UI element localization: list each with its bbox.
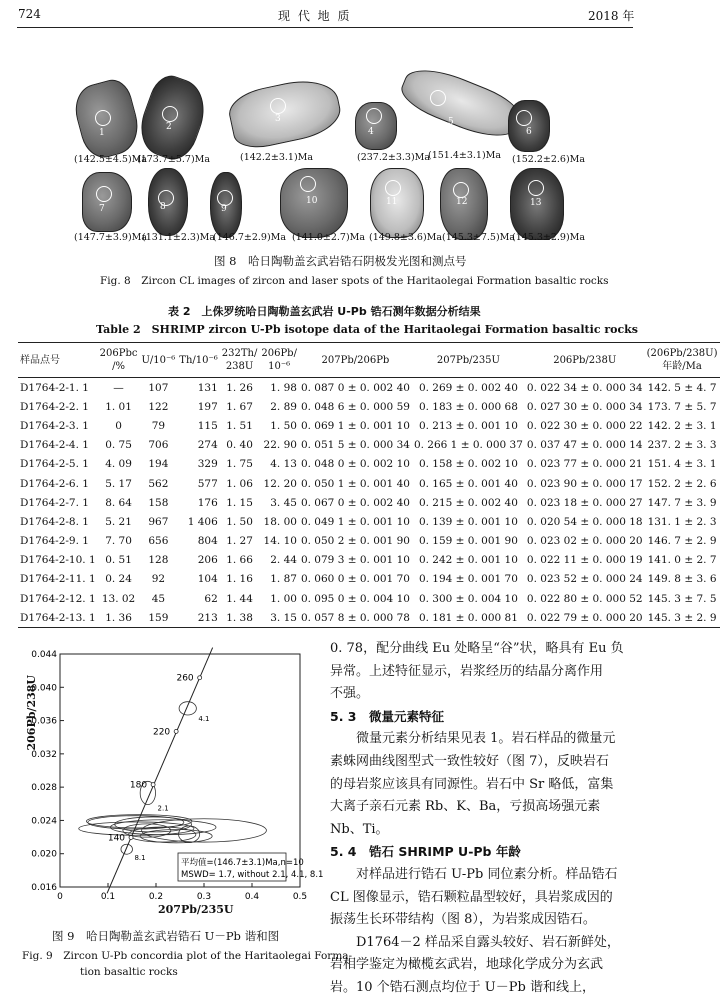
grain-age: (141.0±2.7)Ma: [292, 232, 366, 243]
fig9-caption-cn: 图 9 哈日陶勒盖玄武岩锆石 U－Pb 谐和图: [52, 929, 280, 943]
grain-number: 1: [99, 128, 105, 138]
table-cell: 92: [151, 573, 166, 586]
error-ellipse: [79, 822, 194, 835]
table-cell: 122: [148, 400, 169, 413]
table-cell: 0. 300 ± 0. 004 10: [418, 592, 518, 605]
table-cell: 0. 022 34 ± 0. 000 34: [526, 381, 643, 394]
grain-age: (142.2±3.1)Ma: [240, 152, 314, 163]
table-cell: 1. 50: [270, 419, 297, 432]
isotope-data-table: [18, 342, 720, 628]
table-cell: 107: [148, 381, 169, 394]
table-row: [18, 589, 720, 608]
table-cell: 0. 023 52 ± 0. 000 24: [526, 573, 643, 586]
table-cell: 0. 023 02 ± 0. 000 20: [526, 535, 643, 548]
grain-number: 11: [386, 197, 398, 207]
error-ellipse: [179, 702, 196, 715]
table-cell: —: [113, 381, 124, 394]
col-header: U/10⁻⁶: [139, 343, 177, 378]
x-tick-label: 0.1: [100, 892, 116, 902]
table-cell: D1764-2-3. 1: [20, 419, 89, 432]
table-cell: 45: [151, 592, 166, 605]
grain-age: (152.2±2.6)Ma: [512, 154, 586, 165]
text-line: 岩相学鉴定为橄榄玄武岩，地球化学成分为玄武: [330, 957, 604, 973]
table-cell: 0. 060 0 ± 0. 001 70: [300, 573, 410, 586]
col-header: 207Pb/206Pb: [299, 343, 412, 378]
x-tick-label: 0.2: [148, 892, 164, 902]
grain-age: (146.7±2.9)Ma: [213, 232, 287, 243]
col-header: 207Pb/235U: [412, 343, 525, 378]
col-header: 206Pbc /%: [98, 343, 140, 378]
concordia-age-label: 140: [107, 833, 126, 844]
table-cell: 0. 050 1 ± 0. 001 40: [300, 477, 410, 490]
table-row: [18, 551, 720, 570]
table-cell: 1. 00: [270, 592, 297, 605]
laser-spot: [162, 106, 178, 122]
table-cell: 151. 4 ± 3. 1: [647, 458, 717, 471]
table-cell: 146. 7 ± 2. 9: [647, 535, 717, 548]
text-line: CL 图像显示，锆石颗粒晶型较好，具岩浆成因的: [330, 889, 613, 905]
concordia-age-marker: [151, 783, 155, 787]
table-cell: 1. 01: [105, 400, 132, 413]
table-cell: 0. 181 ± 0. 000 81: [412, 608, 525, 628]
table-cell: 115: [197, 419, 218, 432]
header-rule: [17, 27, 633, 28]
table-cell: D1764-2-1. 1: [20, 381, 89, 394]
table-cell: 13. 02: [101, 592, 136, 605]
table-cell: 0. 050 2 ± 0. 001 90: [300, 535, 410, 548]
y-axis-label: 206Pb/238U: [25, 675, 38, 751]
table-row: [18, 436, 720, 455]
table-cell: 14. 10: [263, 535, 297, 548]
table-cell: 577: [197, 477, 218, 490]
text-line: D1764－2 样品采自露头较好、岩石新鲜处，: [330, 934, 620, 950]
laser-spot: [430, 90, 446, 106]
col-header: Th/10⁻⁶: [177, 343, 220, 378]
col-header: 206Pb/ 10⁻⁶: [259, 343, 299, 378]
table-cell: 152. 2 ± 2. 6: [647, 477, 717, 490]
table-cell: 0. 022 79 ± 0. 000 20: [525, 608, 645, 628]
grain-number: 13: [530, 198, 542, 208]
table-cell: 145. 3 ± 2. 9: [645, 608, 720, 628]
ellipse-label: 4.1: [198, 714, 210, 723]
table-cell: 656: [148, 535, 169, 548]
col-header: 样品点号: [18, 343, 98, 378]
table-cell: 2. 89: [270, 400, 297, 413]
table-cell: 0. 037 47 ± 0. 000 14: [526, 439, 643, 452]
table-cell: 149. 8 ± 3. 6: [647, 573, 717, 586]
body-text: [330, 638, 636, 1000]
text-line: 微量元素分析结果见表 1。岩石样品的微量元: [330, 731, 616, 747]
table-cell: 0. 194 ± 0. 001 70: [418, 573, 518, 586]
concordia-age-marker: [174, 729, 178, 733]
table-cell: 0. 242 ± 0. 001 10: [418, 554, 518, 567]
table-cell: 0. 095 0 ± 0. 004 10: [300, 592, 410, 605]
x-tick-label: 0.3: [196, 892, 212, 902]
table-row: [18, 416, 720, 435]
table-cell: 1. 75: [226, 458, 253, 471]
laser-spot: [270, 98, 286, 114]
grain-age: (145.3±7.5)Ma: [442, 232, 516, 243]
laser-spot: [516, 110, 532, 126]
text-line: 岩。10 个锆石测点均位于 U－Pb 谐和线上，: [330, 979, 595, 995]
table-cell: 0. 087 0 ± 0. 002 40: [300, 381, 410, 394]
table-cell: 197: [197, 400, 218, 413]
laser-spot: [453, 182, 469, 198]
table-row: [18, 532, 720, 551]
fig9-caption-en-2: tion basaltic rocks: [80, 966, 178, 978]
laser-spot: [385, 180, 401, 196]
grain-age: (149.8±3.6)Ma: [369, 232, 443, 243]
table-cell: 141. 0 ± 2. 7: [647, 554, 717, 567]
table-row: [18, 493, 720, 512]
laser-spot: [95, 110, 111, 126]
table-cell: D1764-2-2. 1: [20, 400, 89, 413]
table-cell: D1764-2-9. 1: [20, 535, 89, 548]
fig8-caption-cn: 图 8 哈日陶勒盖玄武岩锆石阴极发光图和测点号: [214, 254, 467, 268]
table-cell: 0. 051 5 ± 0. 000 34: [300, 439, 410, 452]
table-cell: 0. 049 1 ± 0. 001 10: [300, 515, 410, 528]
table-cell: 104: [197, 573, 218, 586]
table-cell: 1. 16: [226, 573, 253, 586]
error-ellipse: [86, 815, 192, 828]
text-line: 素蛛网曲线图型式一致性较好（图 7），反映岩石: [330, 753, 609, 769]
table-cell: 0. 079 3 ± 0. 001 10: [300, 554, 410, 567]
table-row: [18, 378, 720, 398]
table2-title-en: Table 2 SHRIMP zircon U-Pb isotope data of the Haritaolegai Formation basaltic rocks: [96, 323, 638, 336]
y-tick-label: 0.032: [31, 749, 57, 760]
table-cell: D1764-2-13. 1: [18, 608, 98, 628]
table-cell: 4. 13: [270, 458, 297, 471]
table-row: [18, 608, 720, 628]
table-row: [18, 570, 720, 589]
table-cell: 0. 023 77 ± 0. 000 21: [526, 458, 643, 471]
text-line: 大离子亲石元素 Rb、K、Ba，亏损高场强元素: [330, 799, 601, 815]
grain-age: (237.2±3.3)Ma: [357, 152, 431, 163]
table-cell: 1. 26: [226, 381, 253, 394]
text-line: Nb、Ti。: [330, 821, 389, 837]
text-line: 0. 78，配分曲线 Eu 处略呈“谷”状，略具有 Eu 负: [330, 641, 624, 656]
journal-title: 现 代 地 质: [278, 9, 352, 23]
table-cell: 0. 139 ± 0. 001 10: [418, 515, 518, 528]
table-cell: 173. 7 ± 5. 7: [647, 400, 717, 413]
table-cell: 0. 213 ± 0. 001 10: [418, 419, 518, 432]
text-line: 的母岩浆应该具有同源性。岩石中 Sr 略低，富集: [330, 776, 614, 792]
table-cell: 22. 90: [263, 439, 297, 452]
laser-spot: [528, 180, 544, 196]
grain-age: (145.3±2.9)Ma: [512, 232, 586, 243]
concordia-age-marker: [198, 676, 202, 680]
table-cell: 562: [148, 477, 169, 490]
table-cell: 0. 022 80 ± 0. 000 52: [526, 592, 643, 605]
table2-title-cn: 表 2 上侏罗统哈日陶勒盖玄武岩 U-Pb 锆石测年数据分析结果: [168, 305, 481, 318]
laser-spot: [366, 108, 382, 124]
text-line: 异常。上述特征显示，岩浆经历的结晶分离作用: [330, 663, 604, 679]
table-cell: 0. 057 8 ± 0. 000 78: [299, 608, 412, 628]
table-cell: 131. 1 ± 2. 3: [647, 515, 717, 528]
concordia-age-label: 180: [129, 780, 148, 791]
x-tick-label: 0.4: [244, 892, 260, 902]
table-cell: 0. 067 0 ± 0. 002 40: [300, 496, 410, 509]
table-cell: 804: [197, 535, 218, 548]
concordia-age-marker: [129, 835, 133, 839]
table-cell: 706: [148, 439, 169, 452]
section-heading-5-3: 5. 3 微量元素特征: [330, 708, 444, 724]
table-cell: 3. 15: [259, 608, 299, 628]
concordia-age-label: 260: [176, 673, 194, 684]
fig8-caption-en: Fig. 8 Zircon CL images of zircon and laser spots of the Haritaolegai Formation basaltic rocks: [100, 275, 609, 287]
table-cell: D1764-2-6. 1: [20, 477, 89, 490]
y-tick-label: 0.024: [31, 816, 57, 827]
table-cell: 0. 048 6 ± 0. 000 59: [300, 400, 410, 413]
table-cell: 0. 023 90 ± 0. 000 17: [526, 477, 643, 490]
table-row: [18, 397, 720, 416]
table-cell: 194: [148, 458, 169, 471]
x-axis-label: 207Pb/235U: [158, 903, 234, 916]
laser-spot: [300, 176, 316, 192]
table-cell: 79: [151, 419, 166, 432]
table-cell: 128: [148, 554, 169, 567]
table-cell: 0. 022 11 ± 0. 000 19: [526, 554, 643, 567]
table-cell: 8. 64: [105, 496, 132, 509]
table-cell: 142. 5 ± 4. 7: [647, 381, 717, 394]
table-cell: 237. 2 ± 3. 3: [647, 439, 717, 452]
table-cell: D1764-2-4. 1: [20, 439, 89, 452]
x-tick-label: 0: [57, 892, 63, 902]
table-cell: 1. 87: [270, 573, 297, 586]
table-cell: 1. 06: [226, 477, 253, 490]
table-cell: 0. 269 ± 0. 002 40: [418, 381, 518, 394]
table-row: [18, 474, 720, 493]
concordia-age-label: 220: [152, 727, 171, 738]
table-cell: 0. 165 ± 0. 001 40: [418, 477, 518, 490]
table-cell: 0. 022 30 ± 0. 000 22: [526, 419, 643, 432]
y-tick-label: 0.036: [31, 716, 57, 727]
error-ellipse: [121, 844, 133, 854]
table-cell: 0. 266 1 ± 0. 000 37: [413, 439, 523, 452]
table-cell: D1764-2-11. 1: [20, 573, 96, 586]
zircon-grain: [396, 59, 526, 147]
table-cell: 0. 183 ± 0. 000 68: [418, 400, 518, 413]
table-cell: 1. 50: [226, 515, 253, 528]
ellipse-label: 8.1: [134, 854, 146, 863]
zircon-grain: [225, 73, 345, 153]
y-tick-label: 0.020: [31, 849, 57, 860]
grain-age: (131.1±2.3)Ma: [142, 232, 216, 243]
table-cell: D1764-2-10. 1: [20, 554, 96, 567]
ellipse-label: 2.1: [157, 804, 169, 813]
table-cell: 158: [148, 496, 169, 509]
table-header-row: [18, 343, 720, 378]
table-cell: 0. 215 ± 0. 002 40: [418, 496, 518, 509]
table-cell: 176: [197, 496, 218, 509]
grain-age: (151.4±3.1)Ma: [428, 150, 502, 161]
table-cell: 12. 20: [263, 477, 297, 490]
grain-number: 5: [448, 117, 454, 127]
y-tick-label: 0.040: [31, 683, 57, 694]
table-cell: 1. 44: [226, 592, 253, 605]
grain-number: 10: [306, 196, 318, 206]
plot-frame: [60, 654, 300, 887]
fig9-caption-en-1: Fig. 9 Zircon U-Pb concordia plot of the Haritaolegai Forma-: [22, 950, 353, 962]
table-cell: 0. 020 54 ± 0. 000 18: [526, 515, 643, 528]
table-cell: 329: [197, 458, 218, 471]
table-cell: 1. 36: [98, 608, 140, 628]
table-cell: 1. 38: [220, 608, 260, 628]
grain-number: 6: [526, 127, 532, 137]
x-tick-label: 0.5: [292, 892, 308, 902]
table-cell: 0: [115, 419, 122, 432]
table-cell: D1764-2-7. 1: [20, 496, 89, 509]
col-header: 232Th/ 238U: [220, 343, 260, 378]
grain-age: (147.7±3.9)Ma: [74, 232, 148, 243]
grain-age: (142.5±4.5)Ma: [74, 154, 148, 165]
table-cell: 1. 15: [226, 496, 253, 509]
table-row: [18, 455, 720, 474]
grain-number: 3: [275, 114, 281, 124]
table-cell: 5. 21: [105, 515, 132, 528]
table-cell: D1764-2-12. 1: [20, 592, 96, 605]
grain-number: 7: [99, 204, 105, 214]
section-heading-5-4: 5. 4 锆石 SHRIMP U-Pb 年龄: [330, 844, 521, 860]
grain-number: 4: [368, 127, 374, 137]
average-age-text: 平均值=(146.7±3.1)Ma,n=10: [181, 858, 304, 868]
table-cell: 2. 44: [270, 554, 297, 567]
text-line: 对样品进行锆石 U-Pb 同位素分析。样品锆石: [330, 866, 618, 882]
table-cell: 0. 027 30 ± 0. 000 34: [526, 400, 643, 413]
table-cell: 142. 2 ± 3. 1: [647, 419, 717, 432]
table-cell: 4. 09: [105, 458, 132, 471]
table-cell: D1764-2-8. 1: [20, 515, 89, 528]
table-row: [18, 512, 720, 531]
table-cell: 213: [177, 608, 220, 628]
table-cell: 0. 75: [105, 439, 132, 452]
table-cell: 1. 66: [226, 554, 253, 567]
table-cell: 0. 023 18 ± 0. 000 27: [526, 496, 643, 509]
table-cell: 0. 24: [105, 573, 132, 586]
table-cell: 0. 51: [105, 554, 132, 567]
col-header: 206Pb/238U: [525, 343, 645, 378]
table-cell: 1. 51: [226, 419, 253, 432]
y-tick-label: 0.044: [31, 650, 57, 660]
grain-age: (173.7±5.7)Ma: [137, 154, 211, 165]
table-cell: D1764-2-5. 1: [20, 458, 89, 471]
table-cell: 1. 67: [226, 400, 253, 413]
table-cell: 3. 45: [270, 496, 297, 509]
concordia-chart: [18, 640, 324, 918]
zircon-grain: [82, 172, 132, 232]
text-line: 不强。: [330, 686, 370, 702]
year: 2018 年: [588, 9, 635, 23]
grain-number: 2: [166, 122, 172, 132]
grain-number: 8: [160, 202, 166, 212]
table-cell: 145. 3 ± 7. 5: [647, 592, 717, 605]
laser-spot: [96, 186, 112, 202]
table-cell: 1 406: [187, 515, 218, 528]
y-tick-label: 0.016: [31, 883, 57, 893]
mswd-text: MSWD= 1.7, without 2.1, 4.1, 8.1: [181, 870, 324, 880]
table-cell: 62: [204, 592, 218, 605]
table-cell: 0. 069 1 ± 0. 001 10: [300, 419, 410, 432]
grain-number: 9: [221, 204, 227, 214]
grain-number: 12: [456, 197, 468, 207]
y-tick-label: 0.028: [31, 783, 57, 794]
table-cell: 0. 159 ± 0. 001 90: [418, 535, 518, 548]
table-cell: 1. 98: [270, 381, 297, 394]
table-cell: 18. 00: [263, 515, 297, 528]
table-cell: 274: [197, 439, 218, 452]
zircon-grain: [508, 100, 550, 152]
table-cell: 0. 40: [226, 439, 253, 452]
text-line: 振荡生长环带结构（图 8），为岩浆成因锆石。: [330, 912, 596, 928]
table-cell: 967: [148, 515, 169, 528]
table-cell: 7. 70: [105, 535, 132, 548]
table-cell: 0. 158 ± 0. 002 10: [418, 458, 518, 471]
table-cell: 1. 27: [226, 535, 253, 548]
table-cell: 0. 048 0 ± 0. 002 10: [300, 458, 410, 471]
page-number: 724: [18, 7, 41, 21]
table-cell: 131: [197, 381, 218, 394]
col-header: (206Pb/238U) 年龄/Ma: [645, 343, 720, 378]
table-cell: 147. 7 ± 3. 9: [647, 496, 717, 509]
table-cell: 159: [139, 608, 177, 628]
table-cell: 206: [197, 554, 218, 567]
table-cell: 5. 17: [105, 477, 132, 490]
